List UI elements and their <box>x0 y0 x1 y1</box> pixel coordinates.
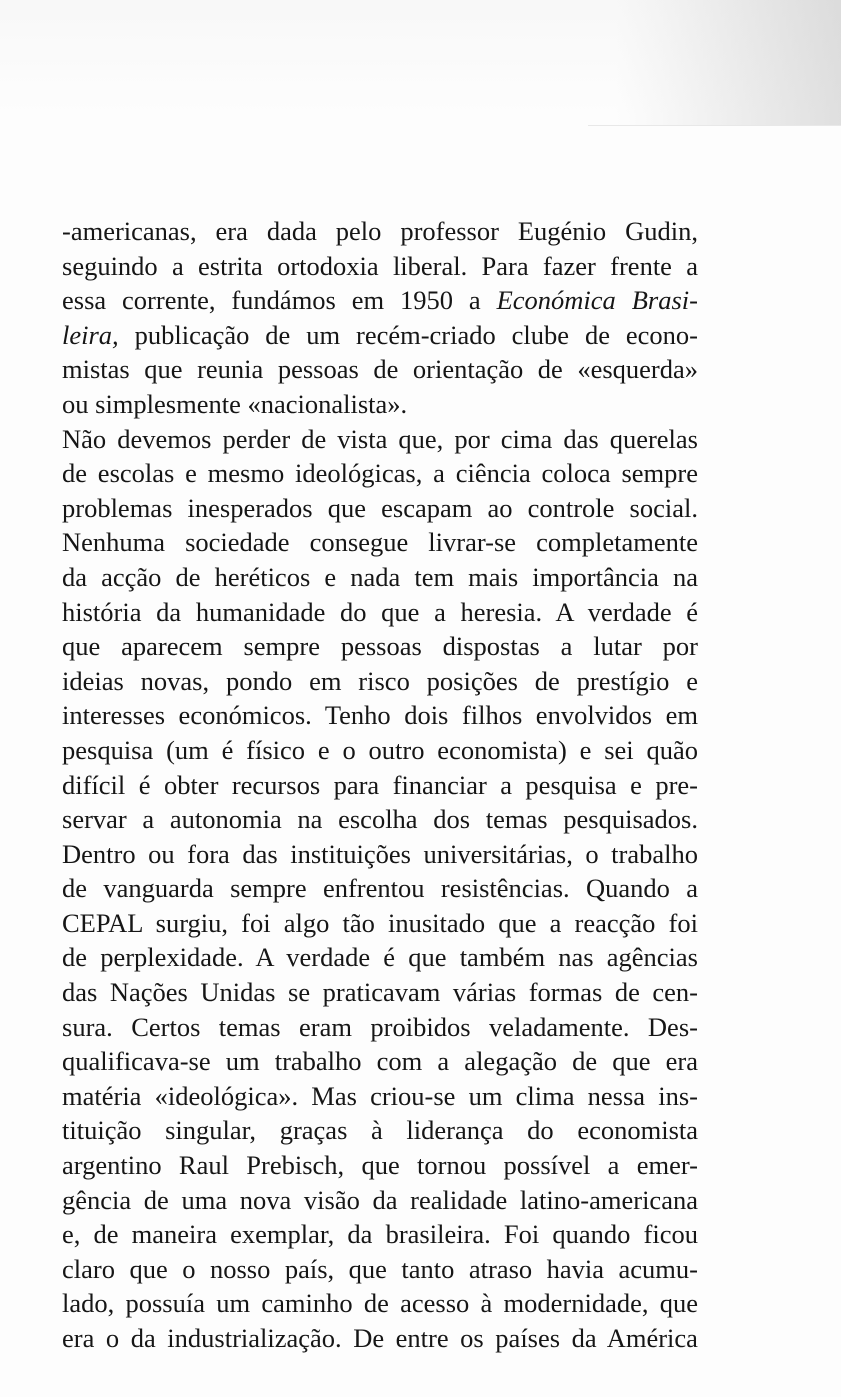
italic-title: leira, <box>62 319 119 350</box>
text-line: Nenhuma sociedade consegue livrar-se completamente <box>62 527 698 558</box>
show-through-header <box>0 0 841 150</box>
text-span: essa corrente, fundámos em 1950 a <box>62 285 497 316</box>
text-line: CEPAL surgiu, foi algo tão inusitado que a reacção foi <box>62 907 698 938</box>
text-line: gência de uma nova visão da realidade latino-americana <box>62 1184 698 1215</box>
text-line: era o da industrialização. De entre os países da América <box>62 1323 698 1353</box>
body-text <box>62 214 698 1356</box>
text-line: seguindo a estrita ortodoxia liberal. Para fazer frente a <box>62 250 699 281</box>
text-line: história da humanidade do que a heresia. A verdade é <box>62 596 699 627</box>
text-line: ideias novas, pondo em risco posições de prestígio e <box>62 665 699 696</box>
text-line: sura. Certos temas eram proibidos veladamente. Des- <box>62 1011 698 1042</box>
text-line: de escolas e mesmo ideológicas, a ciência coloca sempre <box>62 458 698 489</box>
text-line: interesses económicos. Tenho dois filhos envolvidos em <box>62 700 699 731</box>
text-line: lado, possuía um caminho de acesso à modernidade, que <box>62 1288 698 1319</box>
text-line: Dentro ou fora das instituições universitárias, o trabalho <box>62 838 698 869</box>
text-line: qualificava-se um trabalho com a alegação de que era <box>62 1046 698 1077</box>
text-line: mistas que reunia pessoas de orientação de «esquerda» <box>62 354 699 385</box>
text-line <box>62 283 698 318</box>
text-line: Não devemos perder de vista que, por cima das querelas <box>62 423 698 454</box>
text-line: tituição singular, graças à liderança do economista <box>62 1115 699 1146</box>
text-line: argentino Raul Prebisch, que tornou possível a emer- <box>62 1150 698 1181</box>
text-line: de vanguarda sempre enfrentou resistências. Quando a <box>62 873 698 904</box>
text-line: das Nações Unidas se praticavam várias formas de cen- <box>62 977 699 1008</box>
text-line: matéria «ideológica». Mas criou-se um clima nessa ins- <box>62 1080 698 1111</box>
text-line: que aparecem sempre pessoas dispostas a lutar por <box>62 631 698 662</box>
show-through-corner <box>616 0 841 125</box>
text-line: e, de maneira exemplar, da brasileira. Foi quando ficou <box>62 1219 698 1250</box>
italic-title: Económica Brasi- <box>496 285 698 316</box>
text-line: servar a autonomia na escolha dos temas pesquisados. <box>62 804 698 835</box>
text-line <box>62 318 698 353</box>
text-line: difícil é obter recursos para financiar a pesquisa e pre- <box>62 769 699 800</box>
show-through-rule <box>588 125 841 126</box>
text-span: publicação de um recém-criado clube de econo- <box>118 319 698 350</box>
text-line: pesquisa (um é físico e o outro economista) e sei quão <box>62 734 699 765</box>
text-line: claro que o nosso país, que tanto atraso havia acumu- <box>62 1253 698 1284</box>
text-line: problemas inesperados que escapam ao controle social. <box>62 492 698 523</box>
text-line: ou simplesmente «nacionalista». <box>62 388 408 419</box>
text-line: da acção de heréticos e nada tem mais importância na <box>62 561 698 592</box>
text-line: de perplexidade. A verdade é que também nas agências <box>62 942 698 973</box>
text-line: -americanas, era dada pelo professor Eugénio Gudin, <box>62 216 698 246</box>
